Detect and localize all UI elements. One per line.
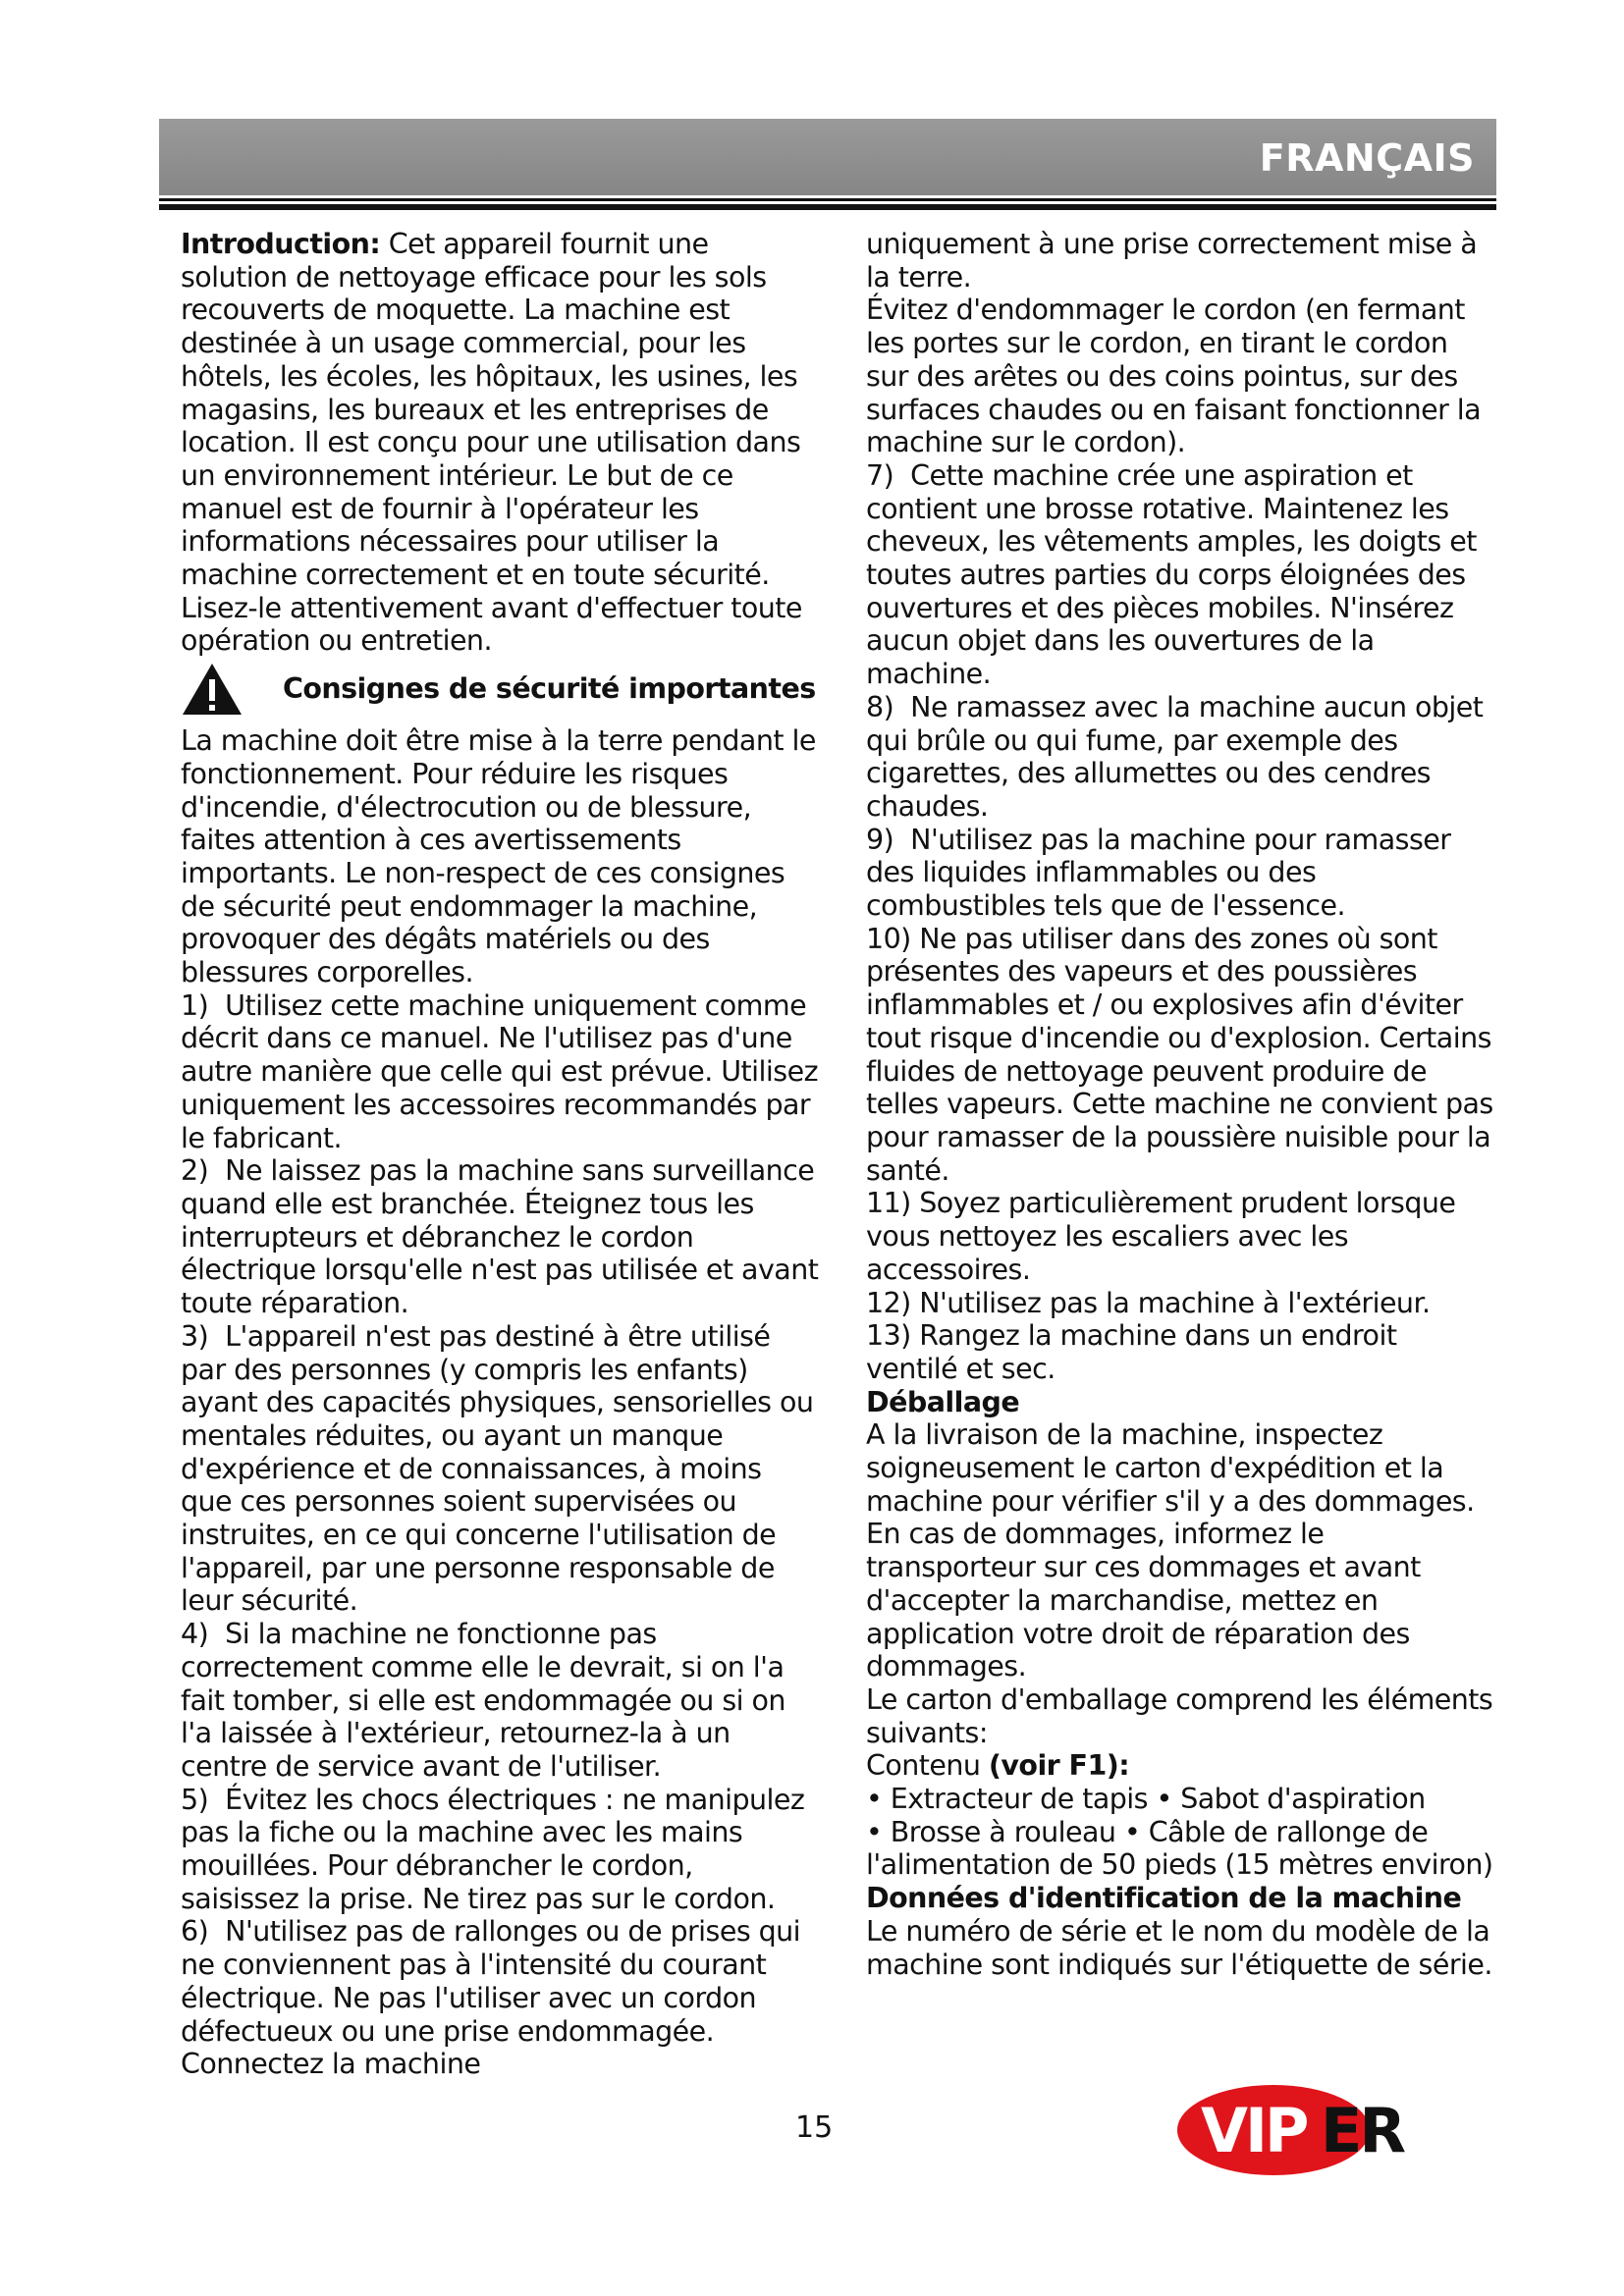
right-column <box>866 228 1494 1981</box>
safety-item-10: 10) Ne pas utiliser dans des zones où sont présentes des vapeurs et des poussières inflammables et / ou explosives afin d'éviter tout risque d'incendie ou d'explosion. Certains fluides de nettoyage peuvent produire de telles vapeurs. Cette machine ne convient pas pour ramasser de la poussière nuisible pour la santé. <box>866 922 1493 1187</box>
introduction-text: Cet appareil fournit une solution de nettoyage efficace pour les sols recouverts de moquette. La machine est destinée à un usage commercial, pour les hôtels, les écoles, les hôpitaux, les usines, les magasins, les bureaux et les entreprises de location. Il est conçu pour une utilisation dans un environnement intérieur. Le but de ce manuel est de fournir à l'opérateur les informations nécessaires pour utiliser la machine correctement et en toute sécurité. Lisez-le attentivement avant d'effectuer toute opération ou entretien. <box>181 228 802 658</box>
introduction-label: Introduction: <box>181 228 381 260</box>
safety-item-1: 1) Utilisez cette machine uniquement comme décrit dans ce manuel. Ne l'utilisez pas d'une autre manière que celle qui est prévue. Utilisez uniquement les accessoires recommandés par le fabricant. <box>181 988 818 1154</box>
safety-item-9: 9) N'utilisez pas la machine pour ramasser des liquides inflammables ou des combustibles tels que de l'essence. <box>866 823 1451 923</box>
introduction-paragraph <box>181 228 819 658</box>
language-title: FRANÇAIS <box>1259 136 1475 180</box>
safety-item-5: 5) Évitez les chocs électriques : ne manipulez pas la fiche ou la machine avec les mains mouillées. Pour débrancher le cordon, saisissez la prise. Ne tirez pas sur le cordon. <box>181 1783 805 1915</box>
safety-title: Consignes de sécurité importantes <box>283 672 816 706</box>
safety-item-11: 11) Soyez particulièrement prudent lorsque vous nettoyez les escaliers avec les accessoires. <box>866 1187 1456 1286</box>
carton-text: Le carton d'emballage comprend les éléments suivants: <box>866 1682 1493 1749</box>
cord-warning: Évitez d'endommager le cordon (en fermant les portes sur le cordon, en tirant le cordon sur des arêtes ou des coins pointus, sur des surfaces chaudes ou en faisant fonctionner la machine sur le cordon). <box>866 294 1482 459</box>
safety-heading <box>181 662 819 717</box>
safety-item-8: 8) Ne ramassez avec la machine aucun objet qui brûle ou qui fume, par exemple des cigarettes, des allumettes ou des cendres chaudes. <box>866 690 1484 823</box>
left-column <box>181 228 819 2081</box>
safety-item-6-continued: uniquement à une prise correctement mise à la terre. <box>866 228 1478 294</box>
warning-triangle-icon <box>181 662 244 717</box>
contents-list-line-1: • Extracteur de tapis • Sabot d'aspiration <box>866 1783 1426 1816</box>
contents-label: Contenu <box>866 1749 989 1783</box>
contents-line <box>866 1749 1494 1783</box>
identification-title: Données d'identification de la machine <box>866 1882 1462 1915</box>
language-header-bar <box>159 119 1496 195</box>
header-rule-thick <box>159 204 1496 210</box>
unpacking-title: Déballage <box>866 1385 1020 1418</box>
svg-text:VIP: VIP <box>1201 2095 1307 2166</box>
unpacking-text: A la livraison de la machine, inspectez soigneusement le carton d'expédition et la machine pour vérifier s'il y a des dommages. En cas de dommages, informez le transporteur sur ces dommages et avant d'accepter la marchandise, mettez en application votre droit de réparation des dommages. <box>866 1418 1475 1683</box>
safety-item-6: 6) N'utilisez pas de rallonges ou de prises qui ne conviennent pas à l'intensité du courant électrique. Ne pas l'utiliser avec un cordon défectueux ou une prise endommagée. Connectez la machine <box>181 1915 801 2081</box>
svg-text:ER: ER <box>1321 2095 1404 2166</box>
safety-item-13: 13) Rangez la machine dans un endroit ventilé et sec. <box>866 1319 1397 1385</box>
safety-item-7: 7) Cette machine crée une aspiration et contient une brosse rotative. Maintenez les cheveux, les vêtements amples, les doigts et toutes autres parties du corps éloignées des ouvertures et des pièces mobiles. N'insérez aucun objet dans les ouvertures de la machine. <box>866 458 1477 691</box>
page-number: 15 <box>795 2110 834 2145</box>
contents-list-line-2: • Brosse à rouleau • Câble de rallonge de l'alimentation de 50 pieds (15 mètres environ) <box>866 1815 1493 1882</box>
safety-intro: La machine doit être mise à la terre pendant le fonctionnement. Pour réduire les risques d'incendie, d'électrocution ou de blessure, faites attention à ces avertissements importants. Le non-respect de ces consignes de sécurité peut endommager la machine, provoquer des dégâts matériels ou des blessures corporelles. <box>181 724 816 989</box>
viper-logo <box>1173 2079 1458 2177</box>
identification-text: Le numéro de série et le nom du modèle de la machine sont indiqués sur l'étiquette de série. <box>866 1914 1492 1981</box>
safety-item-3: 3) L'appareil n'est pas destiné à être utilisé par des personnes (y compris les enfants) ayant des capacités physiques, sensorielles ou mentales réduites, ou ayant un manque d'expérience et de connaissances, à moins que ces personnes soient supervisées ou instruites, en ce qui concerne l'utilisation de l'appareil, par une personne responsable de leur sécurité. <box>181 1319 814 1618</box>
safety-item-2: 2) Ne laissez pas la machine sans surveillance quand elle est branchée. Éteignez tous les interrupteurs et débranchez le cordon électrique lorsqu'elle n'est pas utilisée et avant toute réparation. <box>181 1154 819 1320</box>
safety-item-4: 4) Si la machine ne fonctionne pas correctement comme elle le devrait, si on l'a fait tomber, si elle est endommagée ou si on l'a laissée à l'extérieur, retournez-la à un centre de service avant de l'utiliser. <box>181 1618 785 1783</box>
header-rule-thin <box>159 198 1496 201</box>
contents-figure-ref: (voir F1): <box>988 1749 1130 1783</box>
safety-item-12: 12) N'utilisez pas la machine à l'extérieur. <box>866 1286 1431 1319</box>
